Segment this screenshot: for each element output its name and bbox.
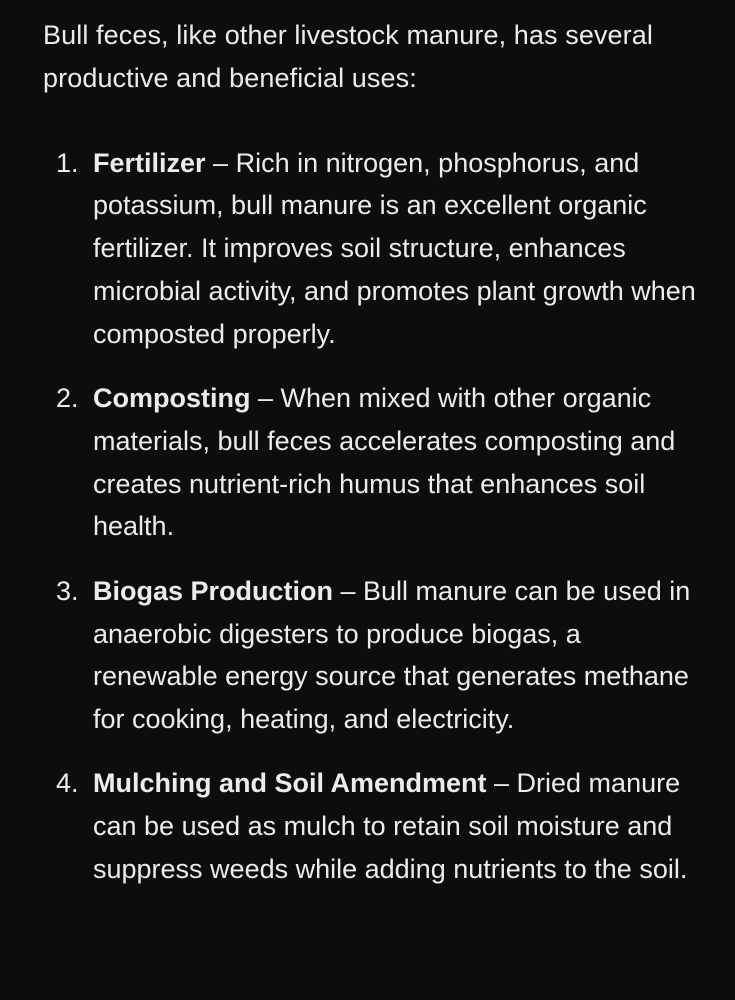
list-item xyxy=(43,377,703,548)
intro-paragraph: Bull feces, like other livestock manure, has several productive and beneficial uses: xyxy=(43,20,653,93)
list-item-text: – Dried manure can be used as mulch to retain soil moisture and suppress weeds while adding nutrients to the soil. xyxy=(93,768,688,885)
list-item xyxy=(43,762,703,890)
list-item-title: Composting xyxy=(93,383,251,414)
list-item-number: 1. xyxy=(56,147,79,178)
list-item-text: – Rich in nitrogen, phosphorus, and potassium, bull manure is an excellent organic fertilizer. It improves soil structure, enhances microbial activity, and promotes plant growth when composted properly. xyxy=(93,147,696,349)
list-item-text: – Bull manure can be used in anaerobic digesters to produce biogas, a renewable energy source that generates methane for cooking, heating, and electricity. xyxy=(93,575,691,735)
assistant-message xyxy=(43,14,703,912)
list-item-title: Fertilizer xyxy=(93,147,206,178)
list-item-title: Biogas Production xyxy=(93,575,334,606)
list-item-title: Mulching and Soil Amendment xyxy=(93,768,487,799)
list-item xyxy=(43,142,703,356)
list-item-number: 2. xyxy=(56,383,79,414)
list-item-number: 4. xyxy=(56,768,79,799)
list-item-number: 3. xyxy=(56,575,79,606)
uses-list xyxy=(43,142,703,891)
list-item xyxy=(43,570,703,741)
list-item-text: – When mixed with other organic materials, bull feces accelerates composting and creates nutrient-rich humus that enhances soil health. xyxy=(93,383,676,542)
